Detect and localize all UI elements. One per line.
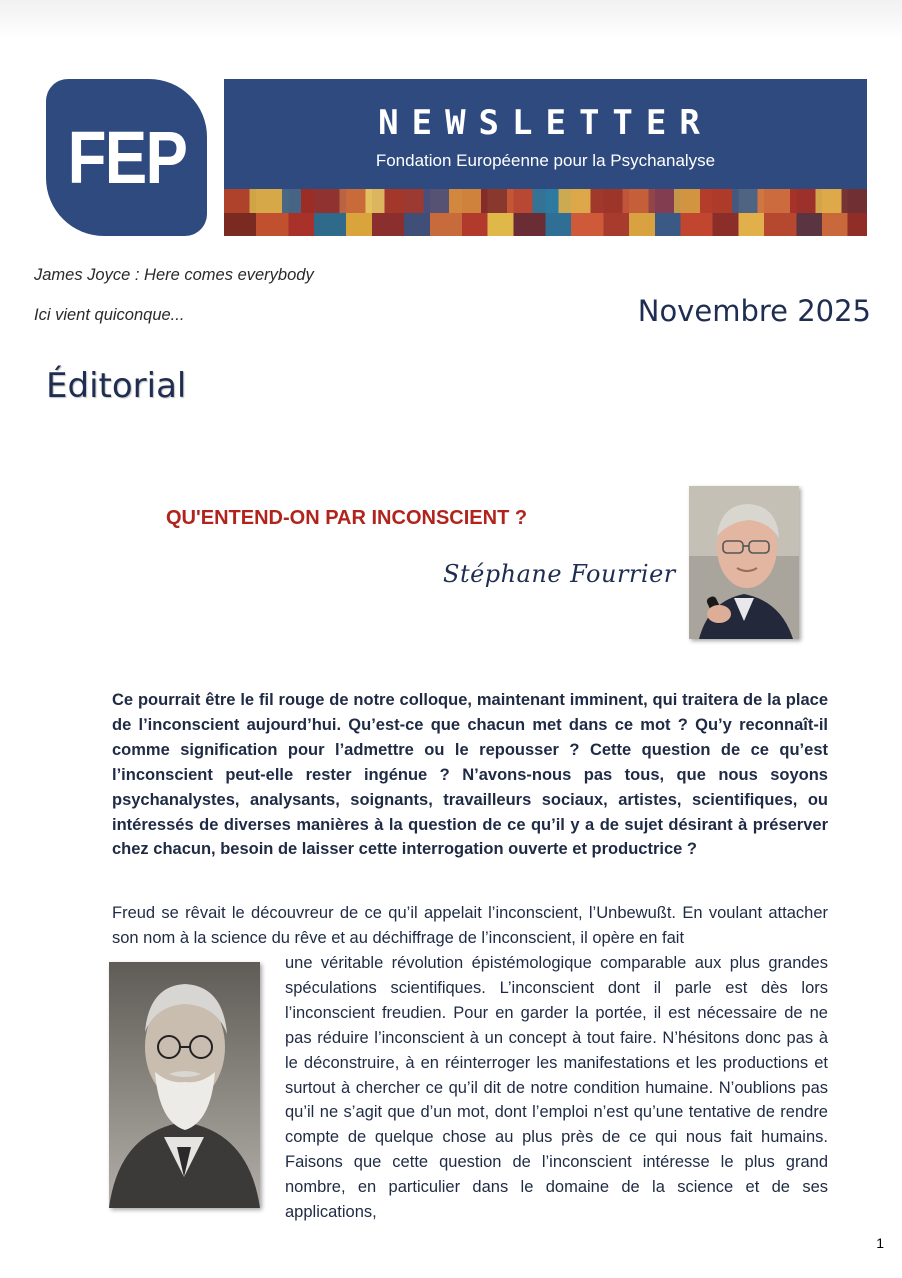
section-title: Éditorial (46, 366, 187, 406)
logo-text: FEP (67, 116, 186, 199)
article-author: Stéphane Fourrier (443, 560, 676, 588)
quote-line-english: James Joyce : Here comes everybody (34, 266, 314, 284)
issue-date: Novembre 2025 (637, 294, 871, 328)
mosaic-artwork (224, 189, 867, 236)
author-portrait-drawing (689, 486, 799, 639)
banner-subtitle: Fondation Européenne pour la Psychanalyse (375, 151, 716, 170)
article-paragraph-intro: Freud se rêvait le découvreur de ce qu’il appelait l’inconscient, l’Unbewußt. En voulant attacher son nom à la science du rêve et au déchiffrage de l’inconscient, il opère en fait (112, 904, 828, 947)
freud-portrait (109, 962, 260, 1208)
author-portrait (689, 486, 799, 639)
page-number: 1 (876, 1235, 884, 1251)
quote-line-french: Ici vient quiconque... (34, 306, 185, 324)
newsletter-banner (224, 79, 867, 236)
article-lead-paragraph: Ce pourrait être le fil rouge de notre colloque, maintenant imminent, qui traitera de la place de l’inconscient aujourd’hui. Qu’est-ce que chacun met dans ce mot ? Qu’y reconnaît-il comme signification pour l’admettre ou le repousser ? Cette question de ce qu’est l’inconscient peut-elle rester ingénue ? N’avons-nous pas tous, que nous soyons psychanalystes, analysants, soignants, travailleurs sociaux, artistes, scientifiques, ou intéressés de diverses manières à la question de ce qu’il y a de sujet désirant à préserver chez chacun, besoin de laisser cette interrogation ouverte et productrice ? (112, 691, 828, 859)
page-top-shade (0, 0, 902, 40)
freud-portrait-drawing (109, 962, 260, 1208)
article-headline: QU'ENTEND-ON PAR INCONSCIENT ? (166, 507, 528, 529)
article-paragraph-wrapped: une véritable révolution épistémologique comparable aux plus grandes spéculations scientifiques. L’inconscient dont il parle est dès lors l’inconscient freudien. Pour en garder la portée, il est nécessaire de ne pas réduire l’inconscient à un concept à tout faire. N’hésitons donc pas à le déconstruire, à en réinterroger les manifestations et les productions et surtout à chercher ce qu’il dit de notre condition humaine. N’oublions pas qu’il ne s’agit que d’un mot, dont l’emploi n’est qu’une tentative de rendre compte de quelque chose au plus près de ce qui nous fait humains. Faisons que cette question de l’inconscient intéresse le plus grand nombre, en particulier dans le domaine de la science et de ses applications, (285, 954, 828, 1222)
banner-title: NEWSLETTER (378, 103, 713, 143)
fep-logo (46, 79, 207, 236)
